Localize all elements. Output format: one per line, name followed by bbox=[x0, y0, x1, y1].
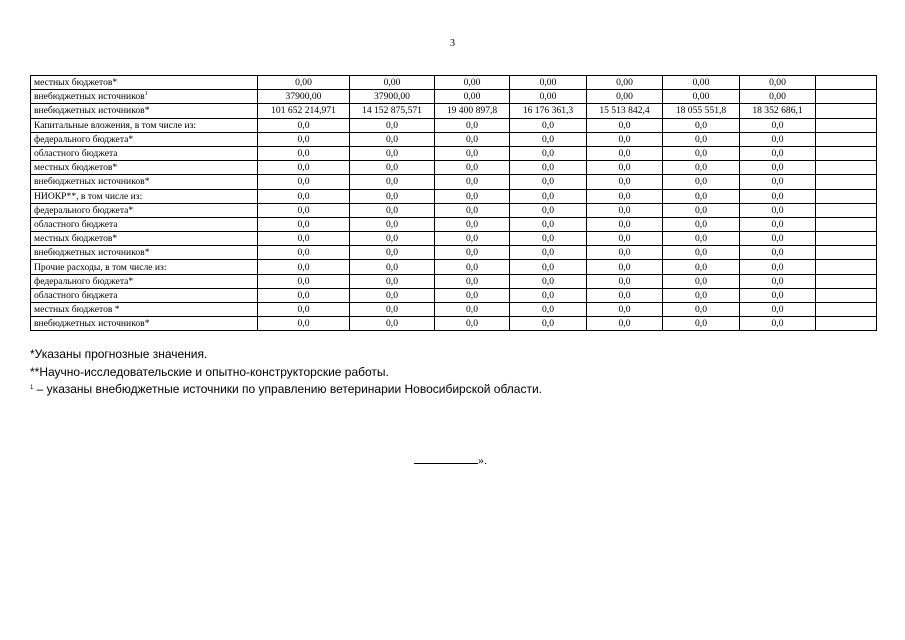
value-cell: 0,0 bbox=[435, 189, 510, 203]
value-cell: 0,0 bbox=[510, 189, 587, 203]
row-label-text: внебюджетных источников* bbox=[34, 318, 150, 330]
value-cell: 14 152 875,571 bbox=[350, 104, 435, 118]
empty-cell bbox=[816, 303, 877, 317]
table-row bbox=[31, 217, 877, 231]
value-cell: 0,0 bbox=[350, 288, 435, 302]
row-label bbox=[31, 175, 258, 189]
value-cell: 0,0 bbox=[435, 203, 510, 217]
value-cell: 0,00 bbox=[663, 76, 740, 90]
note-footnote bbox=[30, 381, 542, 399]
table-row bbox=[31, 132, 877, 146]
value-cell: 0,0 bbox=[435, 303, 510, 317]
row-label bbox=[31, 232, 258, 246]
value-cell: 0,0 bbox=[587, 146, 663, 160]
value-cell: 0,0 bbox=[510, 161, 587, 175]
value-cell: 0,0 bbox=[258, 146, 350, 160]
table-row bbox=[31, 146, 877, 160]
row-label bbox=[31, 317, 258, 331]
value-cell: 0,0 bbox=[587, 189, 663, 203]
empty-cell bbox=[816, 104, 877, 118]
value-cell: 0,0 bbox=[663, 303, 740, 317]
value-cell: 0,0 bbox=[587, 303, 663, 317]
table-row bbox=[31, 260, 877, 274]
value-cell: 0,0 bbox=[510, 288, 587, 302]
value-cell: 0,0 bbox=[740, 132, 816, 146]
value-cell: 0,0 bbox=[740, 161, 816, 175]
value-cell: 0,0 bbox=[350, 317, 435, 331]
row-label bbox=[31, 104, 258, 118]
value-cell: 0,0 bbox=[740, 317, 816, 331]
value-cell: 0,0 bbox=[587, 118, 663, 132]
empty-cell bbox=[816, 232, 877, 246]
row-label bbox=[31, 274, 258, 288]
empty-cell bbox=[816, 118, 877, 132]
value-cell: 0,0 bbox=[350, 232, 435, 246]
empty-cell bbox=[816, 146, 877, 160]
row-label-text: федерального бюджета* bbox=[34, 204, 134, 216]
empty-cell bbox=[816, 203, 877, 217]
value-cell: 0,0 bbox=[258, 203, 350, 217]
empty-cell bbox=[816, 175, 877, 189]
value-cell: 0,0 bbox=[435, 317, 510, 331]
value-cell: 0,0 bbox=[663, 132, 740, 146]
value-cell: 0,0 bbox=[587, 203, 663, 217]
value-cell: 0,0 bbox=[663, 288, 740, 302]
empty-cell bbox=[816, 76, 877, 90]
value-cell: 0,0 bbox=[510, 246, 587, 260]
value-cell: 0,0 bbox=[740, 217, 816, 231]
value-cell: 0,0 bbox=[663, 246, 740, 260]
value-cell: 0,00 bbox=[740, 76, 816, 90]
row-label-text: внебюджетных источников bbox=[34, 91, 145, 103]
row-label bbox=[31, 303, 258, 317]
row-label bbox=[31, 76, 258, 90]
value-cell: 0,0 bbox=[740, 146, 816, 160]
empty-cell bbox=[816, 274, 877, 288]
value-cell: 0,0 bbox=[510, 203, 587, 217]
value-cell: 0,0 bbox=[740, 189, 816, 203]
row-label bbox=[31, 146, 258, 160]
value-cell: 0,0 bbox=[587, 260, 663, 274]
value-cell: 0,0 bbox=[258, 161, 350, 175]
value-cell: 0,0 bbox=[510, 118, 587, 132]
value-cell: 18 352 686,1 bbox=[740, 104, 816, 118]
empty-cell bbox=[816, 132, 877, 146]
value-cell: 0,0 bbox=[258, 317, 350, 331]
row-label-text: областного бюджета bbox=[34, 289, 118, 301]
row-label-text: Прочие расходы, в том числе из: bbox=[34, 261, 167, 273]
value-cell: 0,00 bbox=[510, 90, 587, 104]
row-label-text: местных бюджетов * bbox=[34, 304, 120, 316]
value-cell: 0,0 bbox=[587, 175, 663, 189]
value-cell: 0,0 bbox=[350, 274, 435, 288]
row-label bbox=[31, 246, 258, 260]
value-cell: 0,0 bbox=[510, 175, 587, 189]
value-cell: 0,0 bbox=[663, 189, 740, 203]
value-cell: 0,0 bbox=[350, 217, 435, 231]
value-cell: 0,0 bbox=[435, 175, 510, 189]
row-label bbox=[31, 161, 258, 175]
value-cell: 0,0 bbox=[587, 161, 663, 175]
value-cell: 0,0 bbox=[663, 232, 740, 246]
value-cell: 0,0 bbox=[350, 118, 435, 132]
row-label-text: местных бюджетов* bbox=[34, 233, 118, 245]
value-cell: 0,0 bbox=[510, 274, 587, 288]
value-cell: 0,0 bbox=[510, 232, 587, 246]
value-cell: 0,0 bbox=[740, 260, 816, 274]
value-cell: 0,0 bbox=[510, 132, 587, 146]
row-label bbox=[31, 203, 258, 217]
blank-underline bbox=[414, 451, 478, 464]
table-row bbox=[31, 161, 877, 175]
value-cell: 0,0 bbox=[435, 288, 510, 302]
table-row bbox=[31, 175, 877, 189]
table-row bbox=[31, 118, 877, 132]
row-label-text: внебюджетных источников* bbox=[34, 176, 150, 188]
value-cell: 0,0 bbox=[587, 132, 663, 146]
row-label-text: местных бюджетов* bbox=[34, 162, 118, 174]
table-row bbox=[31, 232, 877, 246]
value-cell: 0,0 bbox=[663, 217, 740, 231]
table-row bbox=[31, 203, 877, 217]
row-label bbox=[31, 217, 258, 231]
value-cell: 0,0 bbox=[350, 203, 435, 217]
value-cell: 0,00 bbox=[663, 90, 740, 104]
table-row bbox=[31, 317, 877, 331]
value-cell: 0,0 bbox=[587, 217, 663, 231]
value-cell: 0,0 bbox=[587, 317, 663, 331]
value-cell: 0,0 bbox=[350, 260, 435, 274]
value-cell: 37900,00 bbox=[350, 90, 435, 104]
value-cell: 0,0 bbox=[435, 217, 510, 231]
closing-line bbox=[414, 451, 487, 468]
footnote-text: – указаны внебюджетные источники по управлению ветеринарии Новосибирской области. bbox=[33, 382, 543, 396]
value-cell: 0,00 bbox=[435, 76, 510, 90]
value-cell: 0,0 bbox=[258, 303, 350, 317]
value-cell: 0,0 bbox=[740, 175, 816, 189]
row-label-text: областного бюджета bbox=[34, 218, 118, 230]
value-cell: 37900,00 bbox=[258, 90, 350, 104]
value-cell: 0,0 bbox=[587, 232, 663, 246]
value-cell: 0,00 bbox=[510, 76, 587, 90]
value-cell: 16 176 361,3 bbox=[510, 104, 587, 118]
value-cell: 19 400 897,8 bbox=[435, 104, 510, 118]
table-row bbox=[31, 274, 877, 288]
table-row bbox=[31, 104, 877, 118]
value-cell: 0,0 bbox=[740, 274, 816, 288]
value-cell: 0,0 bbox=[740, 288, 816, 302]
value-cell: 0,0 bbox=[258, 288, 350, 302]
value-cell: 0,0 bbox=[350, 189, 435, 203]
value-cell: 0,0 bbox=[258, 274, 350, 288]
table-row bbox=[31, 90, 877, 104]
value-cell: 0,0 bbox=[740, 303, 816, 317]
value-cell: 0,0 bbox=[740, 118, 816, 132]
empty-cell bbox=[816, 260, 877, 274]
value-cell: 0,0 bbox=[510, 303, 587, 317]
value-cell: 15 513 842,4 bbox=[587, 104, 663, 118]
value-cell: 18 055 551,8 bbox=[663, 104, 740, 118]
table-row bbox=[31, 189, 877, 203]
row-label bbox=[31, 90, 258, 104]
value-cell: 0,0 bbox=[435, 260, 510, 274]
notes bbox=[30, 346, 542, 399]
value-cell: 0,0 bbox=[258, 189, 350, 203]
value-cell: 0,0 bbox=[350, 146, 435, 160]
table-row bbox=[31, 303, 877, 317]
value-cell: 0,0 bbox=[258, 232, 350, 246]
value-cell: 0,0 bbox=[435, 161, 510, 175]
value-cell: 0,0 bbox=[350, 175, 435, 189]
row-label-text: внебюджетных источников* bbox=[34, 105, 150, 117]
value-cell: 0,0 bbox=[663, 203, 740, 217]
value-cell: 0,0 bbox=[258, 175, 350, 189]
value-cell: 0,0 bbox=[587, 246, 663, 260]
closing-mark: ». bbox=[478, 453, 487, 467]
value-cell: 0,0 bbox=[258, 260, 350, 274]
row-label bbox=[31, 118, 258, 132]
value-cell: 0,0 bbox=[740, 232, 816, 246]
row-label-text: внебюджетных источников* bbox=[34, 247, 150, 259]
table-row bbox=[31, 288, 877, 302]
value-cell: 0,0 bbox=[435, 274, 510, 288]
budget-table-body bbox=[31, 76, 877, 331]
note-niokr: **Научно-исследовательские и опытно-конструкторские работы. bbox=[30, 364, 389, 379]
row-label bbox=[31, 288, 258, 302]
value-cell: 0,0 bbox=[663, 260, 740, 274]
value-cell: 0,0 bbox=[510, 146, 587, 160]
empty-cell bbox=[816, 90, 877, 104]
value-cell: 0,0 bbox=[350, 303, 435, 317]
value-cell: 0,0 bbox=[740, 203, 816, 217]
value-cell: 0,0 bbox=[663, 118, 740, 132]
value-cell: 0,0 bbox=[587, 288, 663, 302]
row-label-text: областного бюджета bbox=[34, 148, 118, 160]
page-number: 3 bbox=[450, 38, 455, 49]
value-cell: 0,0 bbox=[435, 118, 510, 132]
value-cell: 0,0 bbox=[350, 161, 435, 175]
value-cell: 0,00 bbox=[435, 90, 510, 104]
value-cell: 0,0 bbox=[258, 217, 350, 231]
table-row bbox=[31, 76, 877, 90]
value-cell: 0,00 bbox=[258, 76, 350, 90]
budget-table bbox=[30, 75, 877, 331]
value-cell: 0,00 bbox=[350, 76, 435, 90]
value-cell: 0,0 bbox=[510, 260, 587, 274]
value-cell: 0,0 bbox=[435, 232, 510, 246]
value-cell: 0,0 bbox=[663, 146, 740, 160]
value-cell: 0,0 bbox=[663, 274, 740, 288]
value-cell: 0,0 bbox=[350, 246, 435, 260]
value-cell: 0,0 bbox=[510, 217, 587, 231]
value-cell: 0,0 bbox=[435, 246, 510, 260]
row-label-text: местных бюджетов* bbox=[34, 77, 118, 89]
value-cell: 0,00 bbox=[587, 76, 663, 90]
value-cell: 0,0 bbox=[663, 175, 740, 189]
value-cell: 0,0 bbox=[258, 132, 350, 146]
value-cell: 0,0 bbox=[587, 274, 663, 288]
value-cell: 0,0 bbox=[258, 118, 350, 132]
empty-cell bbox=[816, 161, 877, 175]
table-row bbox=[31, 246, 877, 260]
footnote-mark: 1 bbox=[30, 385, 34, 391]
value-cell: 0,0 bbox=[350, 132, 435, 146]
empty-cell bbox=[816, 317, 877, 331]
value-cell: 0,0 bbox=[510, 317, 587, 331]
value-cell: 0,0 bbox=[435, 132, 510, 146]
value-cell: 101 652 214,971 bbox=[258, 104, 350, 118]
row-label bbox=[31, 260, 258, 274]
row-label-text: НИОКР**, в том числе из: bbox=[34, 190, 143, 202]
empty-cell bbox=[816, 246, 877, 260]
value-cell: 0,0 bbox=[258, 246, 350, 260]
row-label bbox=[31, 132, 258, 146]
value-cell: 0,0 bbox=[663, 317, 740, 331]
value-cell: 0,0 bbox=[663, 161, 740, 175]
value-cell: 0,00 bbox=[740, 90, 816, 104]
empty-cell bbox=[816, 217, 877, 231]
row-label-text: федерального бюджета* bbox=[34, 275, 134, 287]
footnote-ref: 1 bbox=[144, 91, 148, 98]
value-cell: 0,0 bbox=[740, 246, 816, 260]
note-forecast: *Указаны прогнозные значения. bbox=[30, 347, 208, 361]
empty-cell bbox=[816, 288, 877, 302]
value-cell: 0,0 bbox=[435, 146, 510, 160]
row-label-text: Капитальные вложения, в том числе из: bbox=[34, 119, 197, 131]
row-label bbox=[31, 189, 258, 203]
value-cell: 0,00 bbox=[587, 90, 663, 104]
row-label-text: федерального бюджета* bbox=[34, 133, 134, 145]
empty-cell bbox=[816, 189, 877, 203]
